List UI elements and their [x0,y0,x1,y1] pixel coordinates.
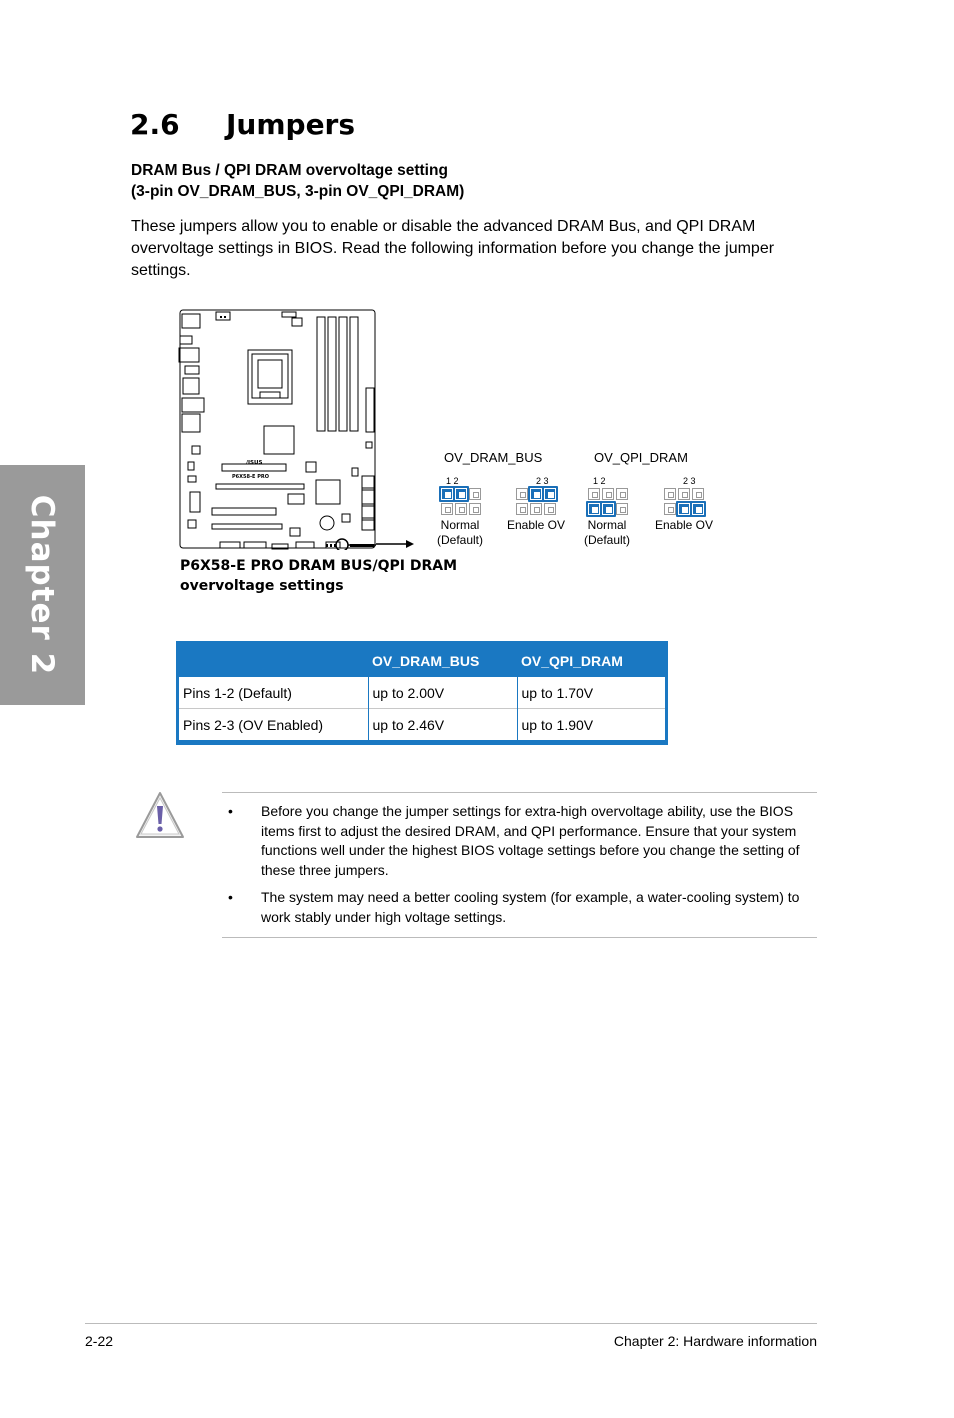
jumper-setting-label: Normal (Default) [583,518,630,547]
note-text: The system may need a better cooling system (for example, a water-cooling system) to work stably under high voltage settings. [261,889,800,925]
table-header: OV_DRAM_BUS [372,652,480,669]
jumper-dram-enable-ov [514,488,558,516]
note-item [228,802,818,880]
jumper-setting-label: Normal (Default) [436,518,483,547]
pin-numbers: 1 2 [446,476,459,486]
chapter-side-tab [0,465,85,705]
jumper-spec-table [176,641,668,745]
jumper-setting-label: Enable OV [506,518,566,532]
jumper-group-label-dram-bus: OV_DRAM_BUS [444,450,543,465]
board-brand: /ISUS [246,460,263,466]
pointer-arrow [376,536,416,550]
note-divider [222,792,817,793]
jumper-group-label-qpi-dram: OV_QPI_DRAM [594,450,688,465]
jumper-qpi-enable-ov [662,488,706,516]
footer-chapter-title: Chapter 2: Hardware information [613,1333,817,1349]
table-cell: up to 1.70V [517,677,665,709]
jumper-qpi-normal [586,488,630,516]
pin-numbers: 1 2 [593,476,606,486]
table-header-row [179,644,665,677]
motherboard-diagram [176,308,378,550]
table-header [179,644,368,677]
note-text: Before you change the jumper settings for extra-high overvoltage ability, use the BIOS items first to adjust the desired DRAM, and QPI performance. Ensure that your system functions well under the highest BIOS voltage settings before you change the setting of these three jumpers. [261,803,800,878]
table-cell: up to 2.46V [368,709,517,741]
section-title [130,108,355,141]
bullet: • [228,803,233,819]
section-number: 2.6 [130,108,180,141]
table-cell: up to 2.00V [368,677,517,709]
subheading-line1: DRAM Bus / QPI DRAM overvoltage setting [131,162,448,179]
note-item [228,888,818,927]
diagram-caption-line1: P6X58-E PRO DRAM BUS/QPI DRAM [180,558,458,574]
table-cell: Pins 2-3 (OV Enabled) [179,709,368,741]
page-number: 2-22 [85,1333,114,1349]
pin-numbers: 2 3 [536,476,549,486]
bullet: • [228,889,233,905]
board-model: P6X58-E PRO [232,474,269,480]
note-divider [222,937,817,938]
subheading-line2: (3-pin OV_DRAM_BUS, 3-pin OV_QPI_DRAM) [131,183,465,200]
diagram-caption-line2: overvoltage settings [180,578,344,594]
jumper-dram-normal [439,488,483,516]
jumper-setting-label: Enable OV [654,518,714,532]
section-title-text: Jumpers [226,108,356,141]
table-row [179,677,665,709]
pin-numbers: 2 3 [683,476,696,486]
table-cell: up to 1.90V [517,709,665,741]
diagram-caption [180,556,457,596]
table-cell: Pins 1-2 (Default) [179,677,368,709]
chapter-tab-label: Chapter 2 [24,494,61,676]
warning-icon [134,789,186,841]
table-header: OV_QPI_DRAM [521,652,623,669]
table-row [179,709,665,741]
intro-paragraph: These jumpers allow you to enable or disable the advanced DRAM Bus, and QPI DRAM overvoltage settings in BIOS. Read the following information before you change the jumper settings. [131,218,775,279]
subheading [131,160,464,202]
footer-divider [85,1323,817,1324]
